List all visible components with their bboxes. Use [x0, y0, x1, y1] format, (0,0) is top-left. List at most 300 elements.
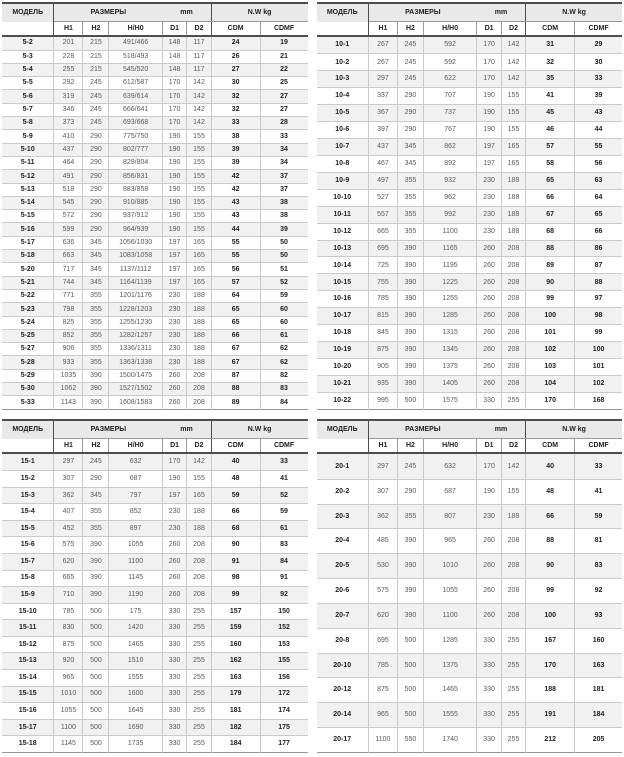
value-cell: 875 [368, 342, 397, 359]
value-cell: 1645 [109, 703, 162, 720]
value-cell: 190 [162, 130, 186, 143]
value-cell: 197 [477, 139, 501, 156]
model-subheader [2, 439, 54, 454]
value-cell: 355 [83, 289, 109, 302]
model-header: МОДЕЛЬ [2, 420, 54, 439]
value-cell: 260 [477, 579, 501, 604]
value-cell: 245 [397, 36, 423, 54]
value-cell: 390 [397, 603, 423, 628]
col-header-cdm: CDM [211, 439, 260, 454]
value-cell: 148 [162, 63, 186, 76]
value-cell: 245 [397, 71, 423, 88]
value-cell: 355 [83, 303, 109, 316]
weight-cell: 167 [526, 628, 575, 653]
value-cell: 260 [162, 382, 186, 395]
weight-cell: 34 [260, 156, 307, 169]
value-cell: 345 [83, 250, 109, 263]
value-cell: 165 [187, 236, 211, 249]
model-cell: 20-4 [317, 529, 369, 554]
weight-cell: 64 [575, 189, 622, 206]
col-header-d2: D2 [501, 439, 525, 454]
value-cell: 260 [162, 570, 186, 587]
value-cell: 330 [477, 678, 501, 703]
value-cell: 330 [162, 669, 186, 686]
table-row [2, 669, 308, 686]
weight-cell: 184 [575, 703, 622, 728]
weight-cell: 27 [260, 103, 307, 116]
value-cell: 190 [162, 183, 186, 196]
table-row [2, 553, 308, 570]
value-cell: 500 [397, 392, 423, 409]
weight-cell: 91 [211, 553, 260, 570]
model-subheader [317, 439, 369, 454]
value-cell: 230 [162, 343, 186, 356]
weight-cell: 64 [211, 289, 260, 302]
value-cell: 230 [477, 172, 501, 189]
value-cell: 208 [501, 579, 525, 604]
value-cell: 355 [83, 356, 109, 369]
weight-cell: 19 [260, 36, 307, 50]
value-cell: 500 [83, 653, 109, 670]
weight-cell: 27 [211, 63, 260, 76]
value-cell: 208 [501, 603, 525, 628]
weight-cell: 100 [526, 308, 575, 325]
model-cell: 10-3 [317, 71, 369, 88]
value-cell: 290 [83, 130, 109, 143]
weight-cell: 32 [211, 90, 260, 103]
value-cell: 330 [162, 719, 186, 736]
weight-cell: 90 [211, 537, 260, 554]
value-cell: 883/858 [109, 183, 162, 196]
value-cell: 1190 [109, 587, 162, 604]
value-cell: 407 [54, 504, 83, 521]
weight-cell: 83 [260, 537, 307, 554]
value-cell: 665 [368, 223, 397, 240]
weight-cell: 179 [211, 686, 260, 703]
value-cell: 190 [477, 122, 501, 139]
table-body [317, 36, 623, 410]
value-cell: 190 [162, 156, 186, 169]
model-cell: 5-9 [2, 130, 54, 143]
value-cell: 636 [54, 236, 83, 249]
value-cell: 355 [397, 189, 423, 206]
value-cell: 255 [187, 653, 211, 670]
spec-table-10-series [317, 2, 623, 410]
value-cell: 155 [187, 471, 211, 488]
value-cell: 117 [187, 36, 211, 50]
value-cell: 330 [162, 653, 186, 670]
value-cell: 188 [501, 504, 525, 529]
value-cell: 500 [83, 636, 109, 653]
value-cell: 245 [83, 453, 109, 471]
dimensions-table [317, 419, 623, 753]
weight-cell: 88 [211, 382, 260, 395]
table-row [2, 223, 308, 236]
value-cell: 390 [397, 291, 423, 308]
value-cell: 665 [54, 570, 83, 587]
weight-cell: 35 [526, 71, 575, 88]
table-row [2, 570, 308, 587]
value-cell: 260 [477, 554, 501, 579]
value-cell: 1056/1030 [109, 236, 162, 249]
value-cell: 632 [423, 453, 476, 479]
col-header-hh0: H/H0 [423, 22, 476, 37]
value-cell: 1201/1176 [109, 289, 162, 302]
value-cell: 687 [423, 479, 476, 504]
model-cell: 5-3 [2, 50, 54, 63]
value-cell: 190 [162, 196, 186, 209]
value-cell: 355 [83, 316, 109, 329]
value-cell: 175 [109, 603, 162, 620]
weight-cell: 55 [211, 236, 260, 249]
value-cell: 390 [83, 537, 109, 554]
weight-cell: 46 [526, 122, 575, 139]
value-cell: 687 [109, 471, 162, 488]
value-cell: 260 [162, 553, 186, 570]
weight-cell: 163 [211, 669, 260, 686]
col-header-cdmf: CDMF [260, 439, 307, 454]
model-cell: 5-8 [2, 117, 54, 130]
value-cell: 260 [477, 359, 501, 376]
col-header-cdm: CDM [526, 22, 575, 37]
weight-cell: 41 [526, 88, 575, 105]
value-cell: 1145 [109, 570, 162, 587]
model-cell: 5-2 [2, 36, 54, 50]
value-cell: 245 [83, 117, 109, 130]
value-cell: 437 [54, 143, 83, 156]
mm-header: mm [162, 420, 211, 439]
table-row [2, 250, 308, 263]
value-cell: 290 [83, 156, 109, 169]
value-cell: 190 [162, 223, 186, 236]
value-cell: 965 [368, 703, 397, 728]
weight-cell: 102 [526, 342, 575, 359]
value-cell: 255 [54, 63, 83, 76]
value-cell: 245 [397, 453, 423, 479]
weight-cell: 160 [211, 636, 260, 653]
weight-cell: 65 [526, 172, 575, 189]
model-cell: 10-6 [317, 122, 369, 139]
value-cell: 390 [397, 240, 423, 257]
value-cell: 1465 [423, 678, 476, 703]
table-row [2, 636, 308, 653]
weight-cell: 33 [575, 71, 622, 88]
value-cell: 155 [501, 88, 525, 105]
value-cell: 527 [368, 189, 397, 206]
table-row [317, 628, 623, 653]
value-cell: 785 [368, 653, 397, 678]
table-row [2, 77, 308, 90]
value-cell: 500 [397, 678, 423, 703]
value-cell: 215 [83, 50, 109, 63]
weight-cell: 99 [526, 579, 575, 604]
value-cell: 228 [54, 50, 83, 63]
table-row [2, 719, 308, 736]
table-row [2, 316, 308, 329]
value-cell: 355 [397, 223, 423, 240]
mm-header: mm [477, 3, 526, 22]
value-cell: 155 [187, 183, 211, 196]
table-row [2, 382, 308, 395]
weight-cell: 175 [260, 719, 307, 736]
model-cell: 15-9 [2, 587, 54, 604]
value-cell: 707 [423, 88, 476, 105]
table-row [317, 653, 623, 678]
weight-cell: 88 [526, 240, 575, 257]
value-cell: 390 [397, 257, 423, 274]
value-cell: 390 [397, 554, 423, 579]
weight-cell: 43 [575, 105, 622, 122]
value-cell: 500 [397, 653, 423, 678]
model-cell: 5-33 [2, 396, 54, 410]
dimensions-header: РАЗМЕРЫ [54, 420, 162, 439]
weight-cell: 59 [211, 487, 260, 504]
value-cell: 575 [54, 537, 83, 554]
value-cell: 906 [54, 343, 83, 356]
value-cell: 1735 [109, 736, 162, 753]
model-cell: 10-4 [317, 88, 369, 105]
header-column-row [317, 439, 623, 454]
value-cell: 717 [54, 263, 83, 276]
weight-cell: 66 [211, 504, 260, 521]
value-cell: 290 [83, 170, 109, 183]
table-row [317, 375, 623, 392]
table-row [2, 90, 308, 103]
col-header-d1: D1 [162, 439, 186, 454]
value-cell: 260 [477, 603, 501, 628]
value-cell: 1083/1058 [109, 250, 162, 263]
col-header-cdmf: CDMF [575, 439, 622, 454]
value-cell: 1165 [423, 240, 476, 257]
dimensions-header: РАЗМЕРЫ [368, 3, 476, 22]
model-cell: 5-21 [2, 276, 54, 289]
value-cell: 910/885 [109, 196, 162, 209]
weight-cell: 170 [526, 392, 575, 409]
value-cell: 500 [83, 686, 109, 703]
spec-table-5-series [2, 2, 308, 410]
value-cell: 797 [109, 487, 162, 504]
model-subheader [317, 22, 369, 37]
value-cell: 767 [423, 122, 476, 139]
value-cell: 190 [477, 88, 501, 105]
value-cell: 937/912 [109, 210, 162, 223]
weight-cell: 66 [575, 223, 622, 240]
value-cell: 825 [54, 316, 83, 329]
model-cell: 5-27 [2, 343, 54, 356]
value-cell: 1575 [423, 392, 476, 409]
weight-cell: 155 [260, 653, 307, 670]
value-cell: 933 [54, 356, 83, 369]
value-cell: 1555 [109, 669, 162, 686]
table-row [317, 359, 623, 376]
value-cell: 142 [187, 117, 211, 130]
value-cell: 367 [368, 105, 397, 122]
value-cell: 208 [501, 342, 525, 359]
table-row [2, 156, 308, 169]
value-cell: 1405 [423, 375, 476, 392]
value-cell: 965 [54, 669, 83, 686]
value-cell: 260 [477, 291, 501, 308]
value-cell: 500 [83, 736, 109, 753]
value-cell: 245 [83, 103, 109, 116]
value-cell: 148 [162, 36, 186, 50]
weight-cell: 32 [526, 54, 575, 71]
col-header-cdm: CDM [211, 22, 260, 37]
weight-cell: 153 [260, 636, 307, 653]
value-cell: 897 [109, 520, 162, 537]
value-cell: 362 [368, 504, 397, 529]
table-row [2, 736, 308, 753]
value-cell: 852 [54, 329, 83, 342]
value-cell: 920 [54, 653, 83, 670]
weight-cell: 39 [211, 156, 260, 169]
table-row [317, 206, 623, 223]
model-header: МОДЕЛЬ [317, 3, 369, 22]
value-cell: 230 [162, 329, 186, 342]
value-cell: 155 [187, 143, 211, 156]
table-row [2, 329, 308, 342]
value-cell: 319 [54, 90, 83, 103]
model-cell: 10-14 [317, 257, 369, 274]
value-cell: 862 [423, 139, 476, 156]
weight-cell: 61 [260, 329, 307, 342]
weight-cell: 150 [260, 603, 307, 620]
weight-cell: 99 [575, 325, 622, 342]
weight-cell: 34 [260, 143, 307, 156]
value-cell: 197 [162, 263, 186, 276]
value-cell: 170 [162, 117, 186, 130]
value-cell: 142 [501, 54, 525, 71]
model-cell: 20-8 [317, 628, 369, 653]
value-cell: 190 [162, 471, 186, 488]
value-cell: 155 [501, 105, 525, 122]
value-cell: 1145 [54, 736, 83, 753]
value-cell: 345 [83, 263, 109, 276]
weight-cell: 43 [211, 210, 260, 223]
model-cell: 15-18 [2, 736, 54, 753]
model-cell: 5-4 [2, 63, 54, 76]
model-cell: 20-2 [317, 479, 369, 504]
weight-cell: 68 [526, 223, 575, 240]
value-cell: 188 [187, 356, 211, 369]
weight-cell: 83 [260, 382, 307, 395]
dimensions-header: РАЗМЕРЫ [54, 3, 162, 22]
value-cell: 290 [397, 105, 423, 122]
value-cell: 1225 [423, 274, 476, 291]
value-cell: 437 [368, 139, 397, 156]
value-cell: 1420 [109, 620, 162, 637]
value-cell: 255 [187, 603, 211, 620]
value-cell: 1315 [423, 325, 476, 342]
weight-cell: 205 [575, 728, 622, 753]
value-cell: 1465 [109, 636, 162, 653]
value-cell: 307 [54, 471, 83, 488]
model-cell: 5-29 [2, 369, 54, 382]
value-cell: 208 [501, 291, 525, 308]
weight-cell: 38 [260, 210, 307, 223]
value-cell: 170 [477, 36, 501, 54]
weight-cell: 182 [211, 719, 260, 736]
value-cell: 390 [397, 359, 423, 376]
value-cell: 355 [397, 206, 423, 223]
value-cell: 500 [83, 620, 109, 637]
value-cell: 155 [187, 196, 211, 209]
weight-cell: 156 [260, 669, 307, 686]
weight-cell: 48 [526, 479, 575, 504]
value-cell: 1137/1112 [109, 263, 162, 276]
table-row [2, 276, 308, 289]
value-cell: 500 [83, 719, 109, 736]
value-cell: 330 [477, 392, 501, 409]
value-cell: 464 [54, 156, 83, 169]
weight-cell: 157 [211, 603, 260, 620]
weight-cell: 88 [575, 274, 622, 291]
value-cell: 518 [54, 183, 83, 196]
value-cell: 785 [368, 291, 397, 308]
model-cell: 20-1 [317, 453, 369, 479]
value-cell: 397 [368, 122, 397, 139]
model-cell: 15-7 [2, 553, 54, 570]
spec-table-20-series [317, 419, 623, 753]
value-cell: 188 [187, 289, 211, 302]
header-column-row [2, 22, 308, 37]
weight-cell: 60 [260, 303, 307, 316]
weight-cell: 160 [575, 628, 622, 653]
value-cell: 307 [368, 479, 397, 504]
value-cell: 965 [423, 529, 476, 554]
model-cell: 20-5 [317, 554, 369, 579]
weight-cell: 89 [211, 396, 260, 410]
value-cell: 802/777 [109, 143, 162, 156]
value-cell: 545/520 [109, 63, 162, 76]
value-cell: 255 [501, 653, 525, 678]
table-row [2, 620, 308, 637]
value-cell: 744 [54, 276, 83, 289]
header-group-row [2, 420, 308, 439]
value-cell: 964/939 [109, 223, 162, 236]
value-cell: 188 [501, 223, 525, 240]
weight-cell: 84 [260, 553, 307, 570]
value-cell: 390 [83, 553, 109, 570]
weight-cell: 88 [526, 529, 575, 554]
value-cell: 170 [162, 103, 186, 116]
value-cell: 557 [368, 206, 397, 223]
weight-cell: 62 [260, 356, 307, 369]
table-row [2, 143, 308, 156]
weight-cell: 40 [211, 453, 260, 471]
value-cell: 500 [397, 703, 423, 728]
weight-cell: 51 [260, 263, 307, 276]
value-cell: 230 [477, 223, 501, 240]
col-header-d1: D1 [477, 22, 501, 37]
model-cell: 5-14 [2, 196, 54, 209]
value-cell: 1062 [54, 382, 83, 395]
model-cell: 10-18 [317, 325, 369, 342]
value-cell: 188 [187, 504, 211, 521]
weight-cell: 93 [575, 603, 622, 628]
value-cell: 148 [162, 50, 186, 63]
value-cell: 230 [162, 356, 186, 369]
weight-cell: 59 [575, 504, 622, 529]
model-cell: 5-24 [2, 316, 54, 329]
weight-cell: 30 [575, 54, 622, 71]
value-cell: 292 [54, 77, 83, 90]
dimensions-table [2, 419, 308, 753]
weight-cell: 38 [211, 130, 260, 143]
model-cell: 15-5 [2, 520, 54, 537]
weight-cell: 162 [211, 653, 260, 670]
value-cell: 255 [501, 678, 525, 703]
